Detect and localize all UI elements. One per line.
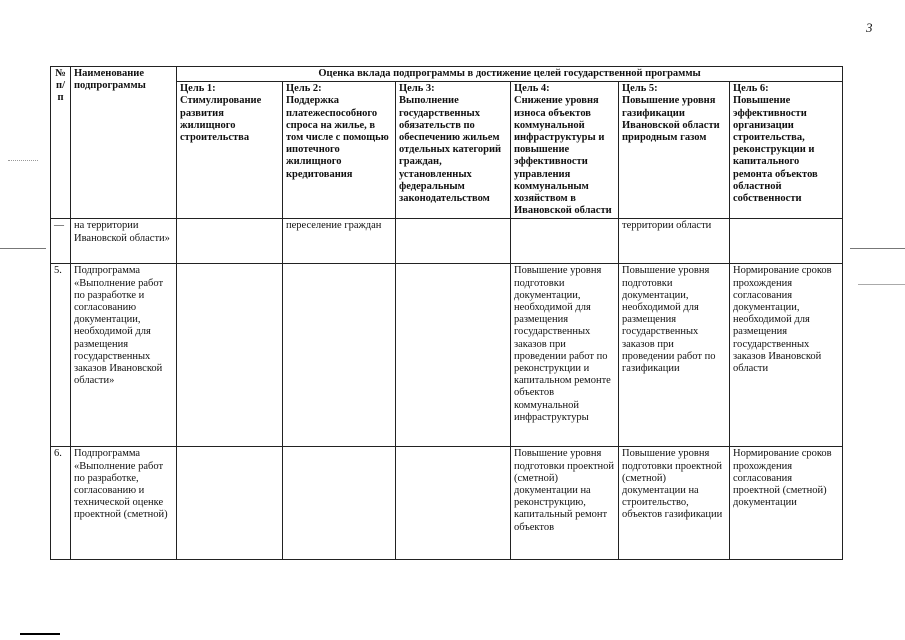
header-num: № п/п — [51, 67, 71, 219]
scan-artifact-dots — [8, 160, 38, 161]
row-cell — [177, 447, 283, 560]
goal-1-header: Цель 1: Стимулирование развития жилищного строительства — [177, 82, 283, 219]
row-name: Подпрограмма «Выполнение работ по разработке и согласованию документации, необходимой для размещения государственных заказов Ивановской области» — [71, 264, 177, 447]
page-number: 3 — [866, 20, 873, 35]
row-cell — [177, 219, 283, 264]
goal-2-header: Цель 2: Поддержка платежеспособного спроса на жилье, в том числе с помощью ипотечного жилищного кредитования — [283, 82, 396, 219]
goal-6-header: Цель 6: Повышение эффективности организации строительства, реконструкции и капитального ремонта объектов областной собственности — [730, 82, 843, 219]
row-cell: Повышение уровня подготовки документации, необходимой для размещения государственных заказов при проведении работ по газификации — [619, 264, 730, 447]
goal-3-header: Цель 3: Выполнение государственных обязательств по обеспечению жильем отдельных категорий граждан, установленных федеральным законодательством — [396, 82, 511, 219]
row-cell — [177, 264, 283, 447]
scan-artifact-line — [0, 248, 46, 249]
table-row — [51, 219, 843, 264]
row-cell: Повышение уровня подготовки проектной (сметной) документации на реконструкцию, капитальный ремонт объектов — [511, 447, 619, 560]
row-cell: Нормирование сроков прохождения согласования документации, необходимой для размещения государственных заказов Ивановской области — [730, 264, 843, 447]
row-cell: Нормирование сроков прохождения согласования проектной (сметной) документации — [730, 447, 843, 560]
row-num: 6. — [51, 447, 71, 560]
scan-artifact-line — [20, 633, 60, 635]
header-name: Наименование подпрограммы — [71, 67, 177, 219]
goal-4-header: Цель 4: Снижение уровня износа объектов коммунальной инфраструктуры и повышение эффективности управления коммунальным хозяйством в Ивановской области — [511, 82, 619, 219]
subprogram-goals-table — [50, 66, 843, 560]
scan-artifact-line — [850, 248, 905, 249]
row-cell — [730, 219, 843, 264]
row-num: 5. — [51, 264, 71, 447]
goal-5-header: Цель 5: Повышение уровня газификации Ивановской области природным газом — [619, 82, 730, 219]
row-name: на территории Ивановской области» — [71, 219, 177, 264]
row-cell — [511, 219, 619, 264]
row-cell: Повышение уровня подготовки проектной (сметной) документации на строительство, объектов газификации — [619, 447, 730, 560]
row-cell — [396, 219, 511, 264]
row-cell: переселение граждан — [283, 219, 396, 264]
scan-artifact-line — [858, 284, 905, 285]
row-cell — [283, 447, 396, 560]
row-cell — [396, 447, 511, 560]
header-row-top — [51, 67, 843, 82]
row-cell: Повышение уровня подготовки документации, необходимой для размещения государственных заказов при проведении работ по реконструкции и капитальном ремонте объектов коммунальной инфраструктуры — [511, 264, 619, 447]
header-group: Оценка вклада подпрограммы в достижение целей государственной программы — [177, 67, 843, 82]
row-num: — — [51, 219, 71, 264]
table-row — [51, 447, 843, 560]
row-cell: территории области — [619, 219, 730, 264]
row-name: Подпрограмма «Выполнение работ по разработке, согласованию и технической оценке проектной (сметной) — [71, 447, 177, 560]
row-cell — [283, 264, 396, 447]
row-cell — [396, 264, 511, 447]
table-row — [51, 264, 843, 447]
